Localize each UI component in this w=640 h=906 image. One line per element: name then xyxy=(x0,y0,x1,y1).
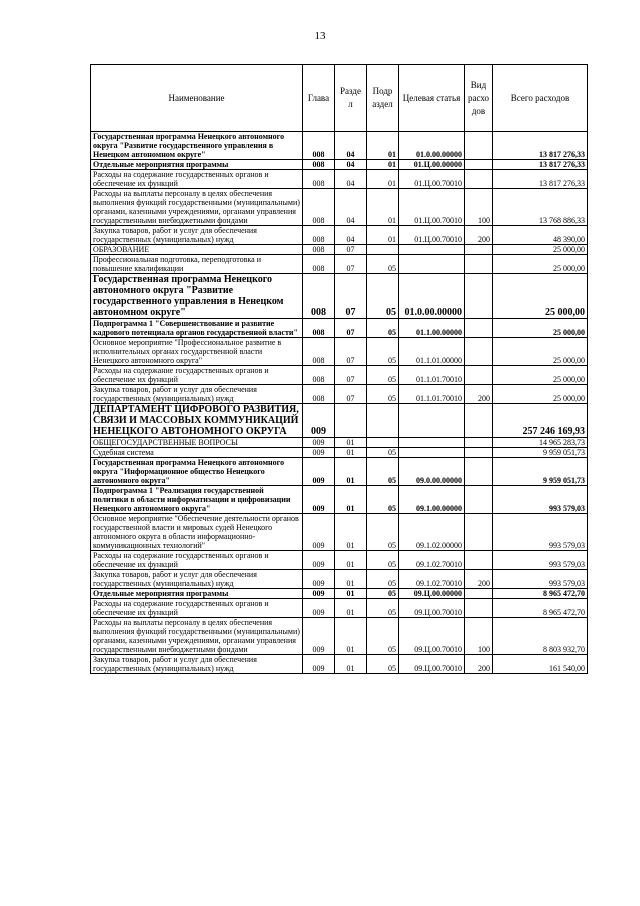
cell-podrazdel: 05 xyxy=(367,366,399,385)
cell-name: ДЕПАРТАМЕНТ ЦИФРОВОГО РАЗВИТИЯ, СВЯЗИ И МАССОВЫХ КОММУНИКАЦИЙ НЕНЕЦКОГО АВТОНОМНОГО ОКРУГА xyxy=(91,404,303,438)
cell-razdel: 07 xyxy=(335,255,367,274)
cell-total: 13 817 276,33 xyxy=(493,160,588,170)
cell-total: 13 817 276,33 xyxy=(493,132,588,160)
cell-razdel: 01 xyxy=(335,655,367,674)
cell-name: Расходы на выплаты персоналу в целях обеспечения выполнения функций государственными (муниципальными) органами, казенными учреждениями, органами управления государственными внебюджетными фондами xyxy=(91,189,303,226)
table-row xyxy=(91,458,588,486)
cell-glava: 009 xyxy=(303,486,335,514)
header-glava: Глава xyxy=(303,65,335,132)
cell-podrazdel xyxy=(367,245,399,255)
cell-glava: 009 xyxy=(303,458,335,486)
cell-tselevaya: 01.Ц.00.00000 xyxy=(399,160,465,170)
cell-glava: 008 xyxy=(303,132,335,160)
cell-glava: 009 xyxy=(303,570,335,589)
cell-podrazdel: 05 xyxy=(367,486,399,514)
cell-name: Отдельные мероприятия программы xyxy=(91,589,303,599)
cell-razdel: 04 xyxy=(335,226,367,245)
cell-total: 13 817 276,33 xyxy=(493,170,588,189)
table-header-row xyxy=(91,65,588,132)
cell-tselevaya: 01.0.00.00000 xyxy=(399,274,465,319)
cell-glava: 009 xyxy=(303,551,335,570)
table-row xyxy=(91,189,588,226)
cell-tselevaya: 09.Ц.00.70010 xyxy=(399,655,465,674)
table-row xyxy=(91,448,588,458)
cell-podrazdel: 05 xyxy=(367,385,399,404)
table-row xyxy=(91,404,588,438)
table-row xyxy=(91,132,588,160)
cell-glava: 009 xyxy=(303,599,335,618)
cell-glava: 008 xyxy=(303,226,335,245)
cell-name: Закупка товаров, работ и услуг для обеспечения государственных (муниципальных) нужд xyxy=(91,570,303,589)
cell-podrazdel xyxy=(367,438,399,448)
cell-glava: 008 xyxy=(303,255,335,274)
cell-vid xyxy=(465,366,493,385)
cell-razdel: 07 xyxy=(335,338,367,366)
cell-glava: 008 xyxy=(303,385,335,404)
cell-vid xyxy=(465,599,493,618)
table-row xyxy=(91,255,588,274)
table-row xyxy=(91,385,588,404)
cell-tselevaya: 01.Ц.00.70010 xyxy=(399,170,465,189)
cell-vid xyxy=(465,132,493,160)
cell-glava: 009 xyxy=(303,655,335,674)
cell-razdel: 01 xyxy=(335,589,367,599)
cell-razdel: 07 xyxy=(335,366,367,385)
table-row xyxy=(91,655,588,674)
cell-tselevaya xyxy=(399,245,465,255)
cell-tselevaya xyxy=(399,404,465,438)
cell-name: Судебная система xyxy=(91,448,303,458)
cell-razdel: 01 xyxy=(335,438,367,448)
header-total: Всего расходов xyxy=(493,65,588,132)
cell-glava: 009 xyxy=(303,589,335,599)
cell-name: Расходы на выплаты персоналу в целях обеспечения выполнения функций государственными (муниципальными) органами, казенными учреждениями, органами управления государственными внебюджетными фондами xyxy=(91,618,303,655)
cell-tselevaya: 09.1.00.00000 xyxy=(399,486,465,514)
cell-podrazdel: 05 xyxy=(367,338,399,366)
cell-razdel: 01 xyxy=(335,514,367,551)
cell-name: ОБЩЕГОСУДАРСТВЕННЫЕ ВОПРОСЫ xyxy=(91,438,303,448)
cell-razdel: 01 xyxy=(335,486,367,514)
cell-podrazdel: 05 xyxy=(367,655,399,674)
cell-podrazdel: 05 xyxy=(367,319,399,338)
header-podrazdel: Подр аздел xyxy=(367,65,399,132)
cell-vid xyxy=(465,274,493,319)
table-row xyxy=(91,319,588,338)
cell-podrazdel: 05 xyxy=(367,618,399,655)
cell-total: 161 540,00 xyxy=(493,655,588,674)
cell-podrazdel: 05 xyxy=(367,589,399,599)
cell-razdel: 07 xyxy=(335,385,367,404)
cell-podrazdel: 01 xyxy=(367,226,399,245)
cell-razdel: 07 xyxy=(335,245,367,255)
cell-vid: 100 xyxy=(465,189,493,226)
cell-name: Основное мероприятие "Профессиональное развитие в исполнительных органах государственной власти Ненецкого автономного округа" xyxy=(91,338,303,366)
cell-razdel: 04 xyxy=(335,170,367,189)
table-row xyxy=(91,618,588,655)
cell-name: Основное мероприятие "Обеспечение деятельности органов государственной власти и мировых судей Ненецкого автономного округа в области информационно-коммуникационных технологий" xyxy=(91,514,303,551)
cell-total: 257 246 169,93 xyxy=(493,404,588,438)
cell-podrazdel: 01 xyxy=(367,170,399,189)
cell-vid: 200 xyxy=(465,385,493,404)
cell-name: Закупка товаров, работ и услуг для обеспечения государственных (муниципальных) нужд xyxy=(91,385,303,404)
cell-tselevaya: 01.0.00.00000 xyxy=(399,132,465,160)
cell-total: 9 959 051,73 xyxy=(493,458,588,486)
cell-name: Расходы на содержание государственных органов и обеспечение их функций xyxy=(91,170,303,189)
cell-tselevaya: 09.Ц.00.00000 xyxy=(399,589,465,599)
table-row xyxy=(91,226,588,245)
cell-total: 993 579,03 xyxy=(493,551,588,570)
page-number: 13 xyxy=(314,30,326,42)
cell-vid xyxy=(465,514,493,551)
cell-vid xyxy=(465,458,493,486)
cell-tselevaya: 01.1.01.70010 xyxy=(399,366,465,385)
cell-glava: 009 xyxy=(303,448,335,458)
table-row xyxy=(91,170,588,189)
cell-vid xyxy=(465,589,493,599)
cell-glava: 009 xyxy=(303,618,335,655)
cell-total: 8 965 472,70 xyxy=(493,599,588,618)
header-name: Наименование xyxy=(91,65,303,132)
cell-razdel: 01 xyxy=(335,551,367,570)
cell-vid xyxy=(465,338,493,366)
cell-name: Подпрограмма 1 "Совершенствование и развитие кадрового потенциала органов государственной власти" xyxy=(91,319,303,338)
cell-razdel: 04 xyxy=(335,189,367,226)
cell-name: Профессиональная подготовка, переподготовка и повышение квалификации xyxy=(91,255,303,274)
cell-razdel: 01 xyxy=(335,458,367,486)
cell-razdel: 07 xyxy=(335,319,367,338)
cell-vid: 200 xyxy=(465,570,493,589)
cell-total: 14 965 283,73 xyxy=(493,438,588,448)
cell-podrazdel: 05 xyxy=(367,458,399,486)
cell-total: 25 000,00 xyxy=(493,319,588,338)
cell-total: 25 000,00 xyxy=(493,274,588,319)
cell-name: Государственная программа Ненецкого автономного округа "Информационное общество Ненецкого автономного округа" xyxy=(91,458,303,486)
table-row xyxy=(91,486,588,514)
budget-table xyxy=(90,64,588,674)
table-row xyxy=(91,589,588,599)
cell-total: 25 000,00 xyxy=(493,366,588,385)
cell-name: Закупка товаров, работ и услуг для обеспечения государственных (муниципальных) нужд xyxy=(91,226,303,245)
cell-vid xyxy=(465,551,493,570)
cell-glava: 008 xyxy=(303,319,335,338)
cell-vid xyxy=(465,404,493,438)
cell-name: Государственная программа Ненецкого автономного округа "Развитие государственного управления в Ненецком автономном округе" xyxy=(91,132,303,160)
table-row xyxy=(91,599,588,618)
header-razdel: Разде л xyxy=(335,65,367,132)
cell-name: Расходы на содержание государственных органов и обеспечение их функций xyxy=(91,599,303,618)
cell-podrazdel: 01 xyxy=(367,160,399,170)
cell-vid xyxy=(465,170,493,189)
cell-tselevaya: 01.1.00.00000 xyxy=(399,319,465,338)
cell-glava: 009 xyxy=(303,514,335,551)
cell-total: 25 000,00 xyxy=(493,338,588,366)
cell-razdel: 01 xyxy=(335,448,367,458)
cell-vid xyxy=(465,160,493,170)
cell-glava: 009 xyxy=(303,438,335,448)
header-vid: Вид расхо дов xyxy=(465,65,493,132)
cell-tselevaya: 09.1.02.70010 xyxy=(399,570,465,589)
cell-vid xyxy=(465,448,493,458)
cell-tselevaya: 09.0.00.00000 xyxy=(399,458,465,486)
cell-name: Подпрограмма 1 "Реализация государственной политики в области информатизации и цифровизации Ненецкого автономного округа" xyxy=(91,486,303,514)
cell-razdel: 04 xyxy=(335,132,367,160)
cell-vid xyxy=(465,255,493,274)
cell-razdel: 01 xyxy=(335,618,367,655)
cell-razdel: 07 xyxy=(335,274,367,319)
cell-tselevaya xyxy=(399,448,465,458)
cell-total: 9 959 051,73 xyxy=(493,448,588,458)
cell-total: 8 965 472,70 xyxy=(493,589,588,599)
cell-vid: 200 xyxy=(465,655,493,674)
cell-total: 25 000,00 xyxy=(493,385,588,404)
cell-glava: 009 xyxy=(303,404,335,438)
cell-vid xyxy=(465,319,493,338)
cell-vid xyxy=(465,486,493,514)
cell-tselevaya: 09.1.02.70010 xyxy=(399,551,465,570)
table-row xyxy=(91,551,588,570)
cell-tselevaya xyxy=(399,255,465,274)
cell-total: 13 768 886,33 xyxy=(493,189,588,226)
table-row xyxy=(91,274,588,319)
cell-tselevaya: 09.Ц.00.70010 xyxy=(399,599,465,618)
cell-name: Расходы на содержание государственных органов и обеспечение их функций xyxy=(91,366,303,385)
cell-glava: 008 xyxy=(303,160,335,170)
table-row xyxy=(91,438,588,448)
cell-tselevaya: 01.Ц.00.70010 xyxy=(399,226,465,245)
cell-podrazdel: 01 xyxy=(367,189,399,226)
header-tselevaya: Целевая статья xyxy=(399,65,465,132)
cell-vid: 200 xyxy=(465,226,493,245)
cell-podrazdel: 05 xyxy=(367,255,399,274)
table-row xyxy=(91,338,588,366)
cell-total: 8 803 932,70 xyxy=(493,618,588,655)
cell-glava: 008 xyxy=(303,366,335,385)
cell-tselevaya: 09.1.02.00000 xyxy=(399,514,465,551)
cell-total: 993 579,03 xyxy=(493,486,588,514)
cell-podrazdel: 05 xyxy=(367,570,399,589)
cell-tselevaya: 09.Ц.00.70010 xyxy=(399,618,465,655)
cell-razdel: 04 xyxy=(335,160,367,170)
cell-name: Расходы на содержание государственных органов и обеспечение их функций xyxy=(91,551,303,570)
cell-tselevaya xyxy=(399,438,465,448)
cell-name: Отдельные мероприятия программы xyxy=(91,160,303,170)
cell-podrazdel: 01 xyxy=(367,132,399,160)
cell-total: 993 579,03 xyxy=(493,570,588,589)
table-row xyxy=(91,366,588,385)
cell-glava: 008 xyxy=(303,338,335,366)
cell-glava: 008 xyxy=(303,245,335,255)
cell-tselevaya: 01.1.01.00000 xyxy=(399,338,465,366)
cell-glava: 008 xyxy=(303,189,335,226)
cell-tselevaya: 01.1.01.70010 xyxy=(399,385,465,404)
cell-vid xyxy=(465,438,493,448)
cell-vid: 100 xyxy=(465,618,493,655)
cell-podrazdel: 05 xyxy=(367,274,399,319)
cell-total: 993 579,03 xyxy=(493,514,588,551)
cell-razdel: 01 xyxy=(335,599,367,618)
cell-name: Государственная программа Ненецкого автономного округа "Развитие государственного управления в Ненецком автономном округе" xyxy=(91,274,303,319)
cell-podrazdel: 05 xyxy=(367,551,399,570)
cell-podrazdel xyxy=(367,404,399,438)
table-row xyxy=(91,160,588,170)
table-row xyxy=(91,570,588,589)
cell-glava: 008 xyxy=(303,170,335,189)
cell-razdel xyxy=(335,404,367,438)
cell-podrazdel: 05 xyxy=(367,514,399,551)
cell-total: 25 000,00 xyxy=(493,245,588,255)
cell-tselevaya: 01.Ц.00.70010 xyxy=(399,189,465,226)
cell-total: 48 390,00 xyxy=(493,226,588,245)
table-row xyxy=(91,514,588,551)
cell-name: ОБРАЗОВАНИЕ xyxy=(91,245,303,255)
cell-podrazdel: 05 xyxy=(367,448,399,458)
cell-name: Закупка товаров, работ и услуг для обеспечения государственных (муниципальных) нужд xyxy=(91,655,303,674)
cell-vid xyxy=(465,245,493,255)
table-row xyxy=(91,245,588,255)
cell-razdel: 01 xyxy=(335,570,367,589)
cell-glava: 008 xyxy=(303,274,335,319)
cell-podrazdel: 05 xyxy=(367,599,399,618)
cell-total: 25 000,00 xyxy=(493,255,588,274)
